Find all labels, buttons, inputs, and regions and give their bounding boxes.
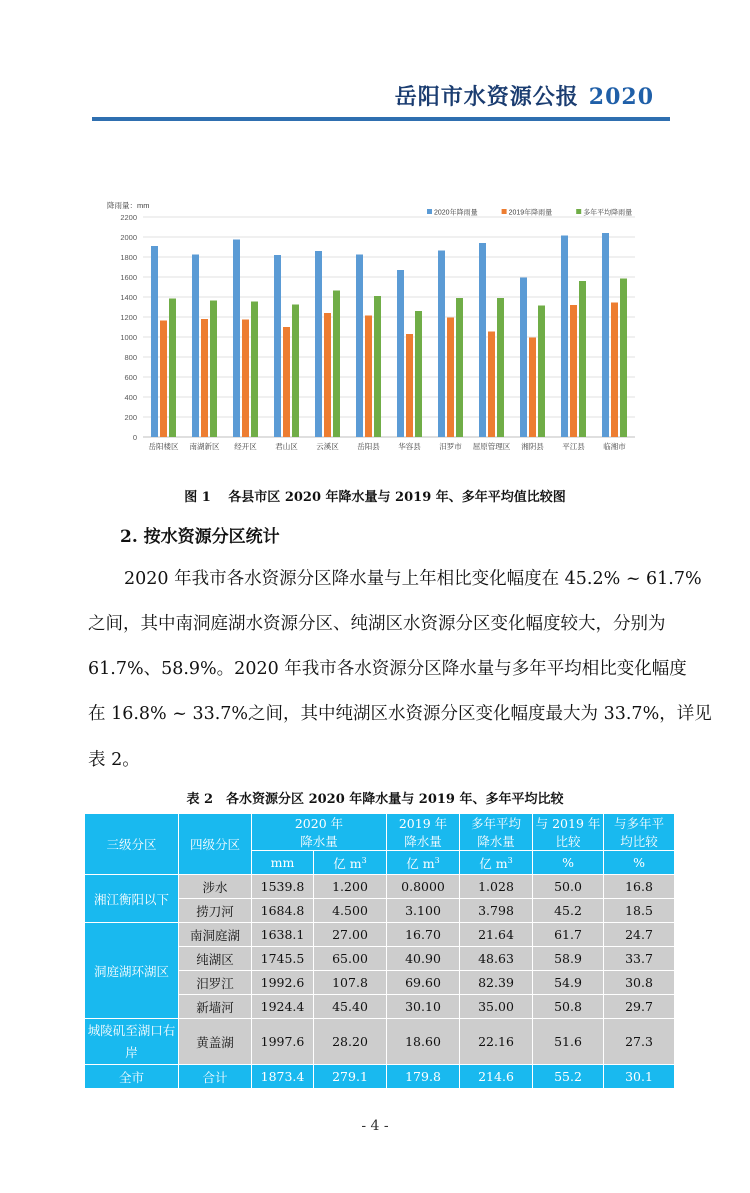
- unit-percent: %: [604, 851, 675, 875]
- x-tick-label: 岳阳县: [357, 442, 380, 451]
- unit-volume-sup: 3: [507, 855, 513, 865]
- y-tick-label: 2000: [120, 233, 137, 242]
- mm-cell: 1638.1: [252, 923, 314, 947]
- header-2020-year: 2020 年: [294, 816, 344, 831]
- vol2019-cell: 0.8000: [387, 875, 460, 899]
- bar-0: [315, 251, 322, 437]
- figure-caption: 图 1 各县市区 2020 年降水量与 2019 年、多年平均值比较图: [184, 490, 566, 505]
- volavg-cell: 82.39: [460, 971, 533, 995]
- page-number: - 4 -: [361, 1118, 389, 1134]
- report-year: 2020: [588, 84, 654, 110]
- bar-0: [438, 251, 445, 438]
- bar-1: [447, 318, 454, 438]
- unit-volume: [387, 851, 460, 875]
- level4-cell: 南洞庭湖: [179, 923, 252, 947]
- total-mm-cell: 1873.4: [252, 1065, 314, 1089]
- total-cmp2019-cell: 55.2: [533, 1065, 604, 1089]
- vol2019-cell: 18.60: [387, 1019, 460, 1065]
- header-level3: 三级分区: [85, 814, 179, 875]
- bar-1: [406, 334, 413, 437]
- x-tick-label: 湘阴县: [521, 442, 544, 451]
- level4-cell: 汨罗江: [179, 971, 252, 995]
- header-2019-sub: 降水量: [404, 834, 442, 849]
- cmp2019-cell: 58.9: [533, 947, 604, 971]
- cmpavg-cell: 29.7: [604, 995, 675, 1019]
- volavg-cell: 22.16: [460, 1019, 533, 1065]
- bar-1: [488, 332, 495, 438]
- x-tick-label: 经开区: [234, 442, 257, 451]
- y-tick-label: 1600: [120, 273, 137, 282]
- volavg-cell: 3.798: [460, 899, 533, 923]
- bar-0: [520, 278, 527, 438]
- header-2019: [387, 814, 460, 851]
- x-tick-label: 屈原管理区: [472, 442, 511, 451]
- cmpavg-cell: 24.7: [604, 923, 675, 947]
- header-divider: [92, 117, 670, 121]
- y-tick-label: 1000: [120, 333, 137, 342]
- report-title: [395, 80, 654, 111]
- y-tick-label: 600: [124, 373, 137, 382]
- header-2019-year: 2019 年: [398, 816, 448, 831]
- unit-volume-text: 亿 m: [406, 855, 435, 871]
- vol2020-cell: 4.500: [314, 899, 387, 923]
- bar-1: [365, 316, 372, 438]
- header-level4: 四级分区: [179, 814, 252, 875]
- x-tick-label: 华容县: [398, 442, 421, 451]
- bar-1: [611, 303, 618, 438]
- level4-cell: 涉水: [179, 875, 252, 899]
- vol2020-cell: 1.200: [314, 875, 387, 899]
- level4-cell: 纯湖区: [179, 947, 252, 971]
- mm-cell: 1684.8: [252, 899, 314, 923]
- vol2020-cell: 27.00: [314, 923, 387, 947]
- bar-1: [529, 338, 536, 438]
- total-cmpavg-cell: 30.1: [604, 1065, 675, 1089]
- x-tick-label: 临湘市: [603, 442, 626, 451]
- vol2019-cell: 3.100: [387, 899, 460, 923]
- vol2020-cell: 45.40: [314, 995, 387, 1019]
- level3-cell: 洞庭湖环湖区: [85, 923, 179, 1019]
- bar-2: [538, 306, 545, 438]
- legend-swatch: [576, 209, 581, 214]
- bar-2: [333, 291, 340, 438]
- bar-2: [251, 302, 258, 438]
- bar-2: [579, 281, 586, 437]
- y-tick-label: 800: [124, 353, 137, 362]
- header-cmpavg: [604, 814, 675, 851]
- bar-2: [415, 311, 422, 437]
- table-caption: 表 2 各水资源分区 2020 年降水量与 2019 年、多年平均比较: [186, 792, 564, 807]
- volavg-cell: 1.028: [460, 875, 533, 899]
- cmp2019-cell: 51.6: [533, 1019, 604, 1065]
- paragraph-line: 表 2。: [88, 750, 140, 770]
- level4-cell: 捞刀河: [179, 899, 252, 923]
- bar-0: [397, 270, 404, 437]
- header-cmpavg-title: 与多年平: [614, 816, 665, 831]
- report-title-text: 岳阳市水资源公报: [394, 84, 579, 110]
- total-level4-cell: 合计: [179, 1065, 252, 1089]
- bar-2: [456, 298, 463, 437]
- y-tick-label: 200: [124, 413, 137, 422]
- x-tick-label: 岳阳楼区: [148, 442, 179, 451]
- header-avg: [460, 814, 533, 851]
- vol2020-cell: 65.00: [314, 947, 387, 971]
- x-tick-label: 南湖新区: [189, 442, 220, 451]
- unit-volume: [460, 851, 533, 875]
- paragraph-line: 61.7%、58.9%。2020 年我市各水资源分区降水量与多年平均相比变化幅度: [88, 659, 687, 679]
- volavg-cell: 48.63: [460, 947, 533, 971]
- bar-0: [479, 243, 486, 437]
- vol2019-cell: 69.60: [387, 971, 460, 995]
- y-tick-label: 2200: [120, 213, 137, 222]
- vol2020-cell: 28.20: [314, 1019, 387, 1065]
- cmp2019-cell: 50.0: [533, 875, 604, 899]
- bar-0: [233, 240, 240, 438]
- y-tick-label: 1400: [120, 293, 137, 302]
- cmp2019-cell: 45.2: [533, 899, 604, 923]
- table-row: [85, 1019, 675, 1065]
- table-total-row: [85, 1065, 675, 1089]
- cmp2019-cell: 61.7: [533, 923, 604, 947]
- cmp2019-cell: 54.9: [533, 971, 604, 995]
- y-tick-label: 1200: [120, 313, 137, 322]
- mm-cell: 1539.8: [252, 875, 314, 899]
- y-tick-label: 400: [124, 393, 137, 402]
- bar-1: [201, 319, 208, 437]
- bar-0: [561, 236, 568, 438]
- unit-mm: mm: [252, 851, 314, 875]
- bar-2: [497, 298, 504, 437]
- unit-volume-text: 亿 m: [333, 855, 362, 871]
- bar-1: [570, 305, 577, 437]
- unit-volume-sup: 3: [434, 855, 440, 865]
- unit-percent: %: [533, 851, 604, 875]
- bar-2: [210, 301, 217, 438]
- header-cmp2019-title: 与 2019 年: [535, 816, 601, 831]
- mm-cell: 1997.6: [252, 1019, 314, 1065]
- x-tick-label: 君山区: [275, 442, 298, 451]
- cmp2019-cell: 50.8: [533, 995, 604, 1019]
- legend-swatch: [502, 209, 507, 214]
- cmpavg-cell: 16.8: [604, 875, 675, 899]
- bar-1: [324, 313, 331, 437]
- bar-2: [374, 296, 381, 437]
- header-avg-sub: 降水量: [477, 834, 515, 849]
- bar-2: [169, 299, 176, 438]
- unit-volume-text: 亿 m: [479, 855, 508, 871]
- x-tick-label: 云溪区: [316, 442, 339, 451]
- legend-label: 2019年降雨量: [508, 209, 553, 217]
- total-vol2020-cell: 279.1: [314, 1065, 387, 1089]
- cmpavg-cell: 30.8: [604, 971, 675, 995]
- total-level3-cell: 全市: [85, 1065, 179, 1089]
- x-tick-label: 汨罗市: [439, 442, 462, 451]
- header-2020: [252, 814, 387, 851]
- vol2019-cell: 30.10: [387, 995, 460, 1019]
- header-avg-title: 多年平均: [471, 816, 522, 831]
- total-volavg-cell: 214.6: [460, 1065, 533, 1089]
- paragraph-line: 2020 年我市各水资源分区降水量与上年相比变化幅度在 45.2% ~ 61.7%: [124, 569, 702, 589]
- cmpavg-cell: 27.3: [604, 1019, 675, 1065]
- y-tick-label: 0: [132, 433, 137, 442]
- volavg-cell: 35.00: [460, 995, 533, 1019]
- bar-2: [292, 305, 299, 438]
- cmpavg-cell: 18.5: [604, 899, 675, 923]
- header-cmpavg-sub: 均比较: [620, 834, 658, 849]
- bar-1: [160, 321, 167, 438]
- table-row: [85, 923, 675, 947]
- x-tick-label: 平江县: [562, 442, 585, 451]
- level3-cell: 城陵矶至湖口右岸: [85, 1019, 179, 1065]
- bar-2: [620, 279, 627, 438]
- unit-volume-sup: 3: [361, 855, 367, 865]
- total-vol2019-cell: 179.8: [387, 1065, 460, 1089]
- bar-0: [192, 255, 199, 438]
- unit-volume: [314, 851, 387, 875]
- level3-cell: 湘江衡阳以下: [85, 875, 179, 923]
- legend-swatch: [427, 209, 432, 214]
- header-cmp2019: [533, 814, 604, 851]
- mm-cell: 1745.5: [252, 947, 314, 971]
- legend-label: 2020年降雨量: [434, 209, 478, 217]
- header-2020-sub: 降水量: [300, 834, 338, 849]
- vol2019-cell: 40.90: [387, 947, 460, 971]
- y-tick-label: 1800: [120, 253, 137, 262]
- bar-1: [283, 327, 290, 437]
- table-row: [85, 875, 675, 899]
- paragraph-line: 之间，其中南洞庭湖水资源分区、纯湖区水资源分区变化幅度较大，分别为: [88, 614, 666, 634]
- bar-1: [242, 320, 249, 438]
- rainfall-comparison-table: [84, 813, 675, 1089]
- bar-0: [602, 233, 609, 437]
- level4-cell: 黄盖湖: [179, 1019, 252, 1065]
- level4-cell: 新墙河: [179, 995, 252, 1019]
- vol2019-cell: 16.70: [387, 923, 460, 947]
- bar-0: [274, 255, 281, 437]
- paragraph-line: 在 16.8% ~ 33.7%之间，其中纯湖区水资源分区变化幅度最大为 33.7%，详见: [88, 704, 712, 724]
- volavg-cell: 21.64: [460, 923, 533, 947]
- bar-0: [356, 255, 363, 438]
- cmpavg-cell: 33.7: [604, 947, 675, 971]
- y-axis-label: 降雨量：mm: [107, 201, 150, 210]
- mm-cell: 1992.6: [252, 971, 314, 995]
- rainfall-bar-chart: [105, 195, 645, 470]
- section-heading: 2. 按水资源分区统计: [120, 527, 280, 547]
- legend-label: 多年平均降雨量: [583, 209, 633, 217]
- header-cmp2019-sub: 比较: [555, 834, 581, 849]
- mm-cell: 1924.4: [252, 995, 314, 1019]
- bar-0: [151, 246, 158, 437]
- vol2020-cell: 107.8: [314, 971, 387, 995]
